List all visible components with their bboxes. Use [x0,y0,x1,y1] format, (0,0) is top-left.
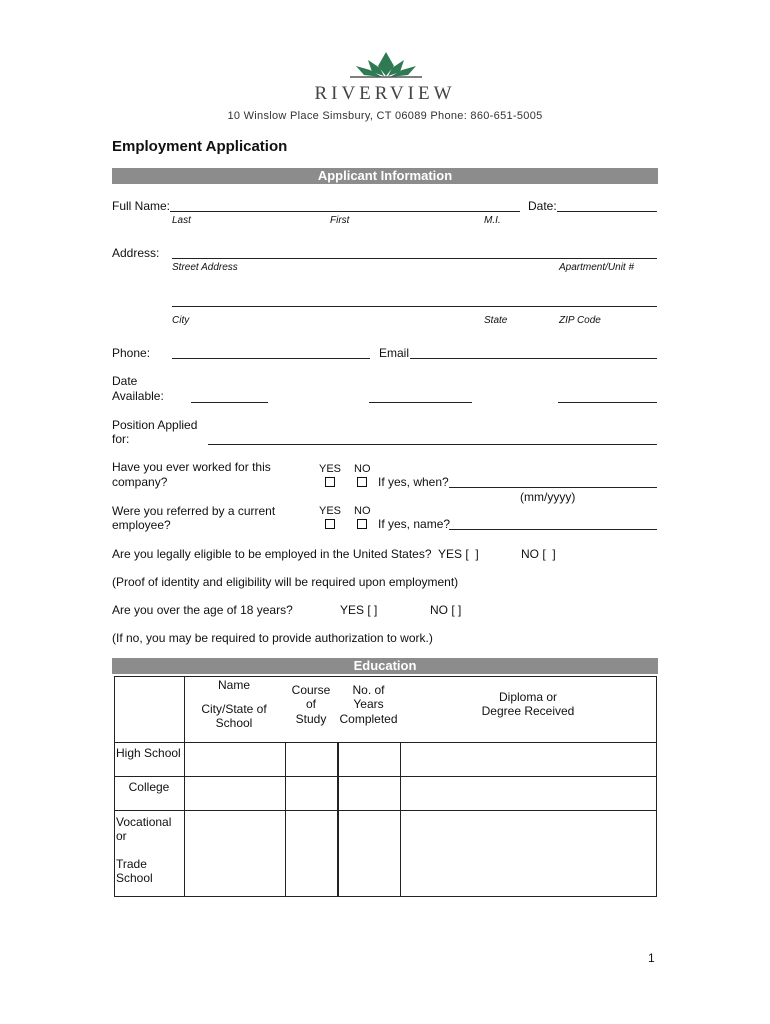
date-available-field-1[interactable] [191,402,268,403]
position-label-1: Position Applied [112,418,198,432]
worked-no-label: NO [354,463,371,475]
age-yes[interactable]: YES [ ] [340,603,378,617]
position-label-2: for: [112,432,130,446]
name-sub-mi: M.I. [484,215,501,226]
proof-note: (Proof of identity and eligibility will be required upon employment) [112,575,459,589]
eligible-no[interactable]: NO [ ] [521,547,556,561]
col-header-course-1: Course [291,683,331,697]
col-header-years-3: Completed [339,712,398,726]
full-name-field[interactable] [170,211,520,212]
form-title: Employment Application [112,138,288,155]
age-question: Are you over the age of 18 years? [112,603,293,617]
position-field[interactable] [208,444,657,445]
email-field[interactable] [410,358,657,359]
col-header-diploma-1: Diploma or [498,690,558,704]
referred-no-label: NO [354,505,371,517]
col-header-course-2: of [305,697,316,711]
col-header-course-3: Study [295,712,327,726]
referred-question-1: Were you referred by a current [112,504,276,518]
worked-yes-checkbox[interactable] [325,477,335,487]
section-bar-applicant: Applicant Information [112,168,658,184]
worked-question-2: company? [112,475,168,489]
row-label-vocational-2: or [116,829,127,843]
age-no[interactable]: NO [ ] [430,603,462,617]
date-available-field-2[interactable] [369,402,472,403]
referred-yes-checkbox[interactable] [325,519,335,529]
name-sub-last: Last [172,215,191,226]
full-name-label: Full Name: [112,199,171,213]
phone-field[interactable] [172,358,370,359]
date-field[interactable] [557,211,657,212]
row-label-vocational-1: Vocational [116,815,172,829]
riverview-logo-icon [350,50,422,78]
col-header-name-2: City/State of [201,702,267,716]
col-header-diploma-2: Degree Received [481,704,575,718]
city-state-zip-field[interactable] [172,306,657,307]
if-yes-when-field[interactable] [449,487,657,488]
col-header-years-1: No. of [352,683,385,697]
name-sub-first: First [330,215,350,226]
date-available-label-1: Date [112,374,138,388]
email-label: Email [379,346,410,360]
worked-yes-label: YES [319,463,342,475]
referred-no-checkbox[interactable] [357,519,367,529]
street-sub: Street Address [172,262,238,273]
state-sub: State [484,315,508,326]
col-header-name-3: School [215,716,253,730]
section-bar-education: Education [112,658,658,674]
date-available-label-2: Available: [112,389,164,403]
worked-no-checkbox[interactable] [357,477,367,487]
worked-question-1: Have you ever worked for this [112,460,271,474]
col-header-years-2: Years [353,697,384,711]
city-sub: City [172,315,190,326]
row-label-vocational-4: School [116,871,153,885]
row-label-vocational-3: Trade [116,857,147,871]
col-header-name-1: Name [217,678,250,692]
address-label: Address: [112,246,160,260]
phone-label: Phone: [112,346,151,360]
zip-sub: ZIP Code [559,315,601,326]
if-yes-name-field[interactable] [449,529,657,530]
age-note: (If no, you may be required to provide authorization to work.) [112,631,433,645]
row-label-college: College [128,780,170,794]
page-number: 1 [648,951,655,965]
row-label-high-school: High School [116,746,181,760]
mmyyyy-hint: (mm/yyyy) [520,490,576,504]
date-available-field-3[interactable] [558,402,657,403]
referred-question-2: employee? [112,518,171,532]
street-address-field[interactable] [172,258,657,259]
if-yes-name-label: If yes, name? [378,517,451,531]
logo-text: RIVERVIEW [314,83,456,104]
apt-sub: Apartment/Unit # [559,262,635,273]
eligible-question: Are you legally eligible to be employed in the United States? YES [ ] [112,547,479,561]
company-address: 10 Winslow Place Simsbury, CT 06089 Phone: 860-651-5005 [227,110,543,122]
referred-yes-label: YES [319,505,342,517]
if-yes-when-label: If yes, when? [378,475,449,489]
date-label: Date: [528,199,557,213]
